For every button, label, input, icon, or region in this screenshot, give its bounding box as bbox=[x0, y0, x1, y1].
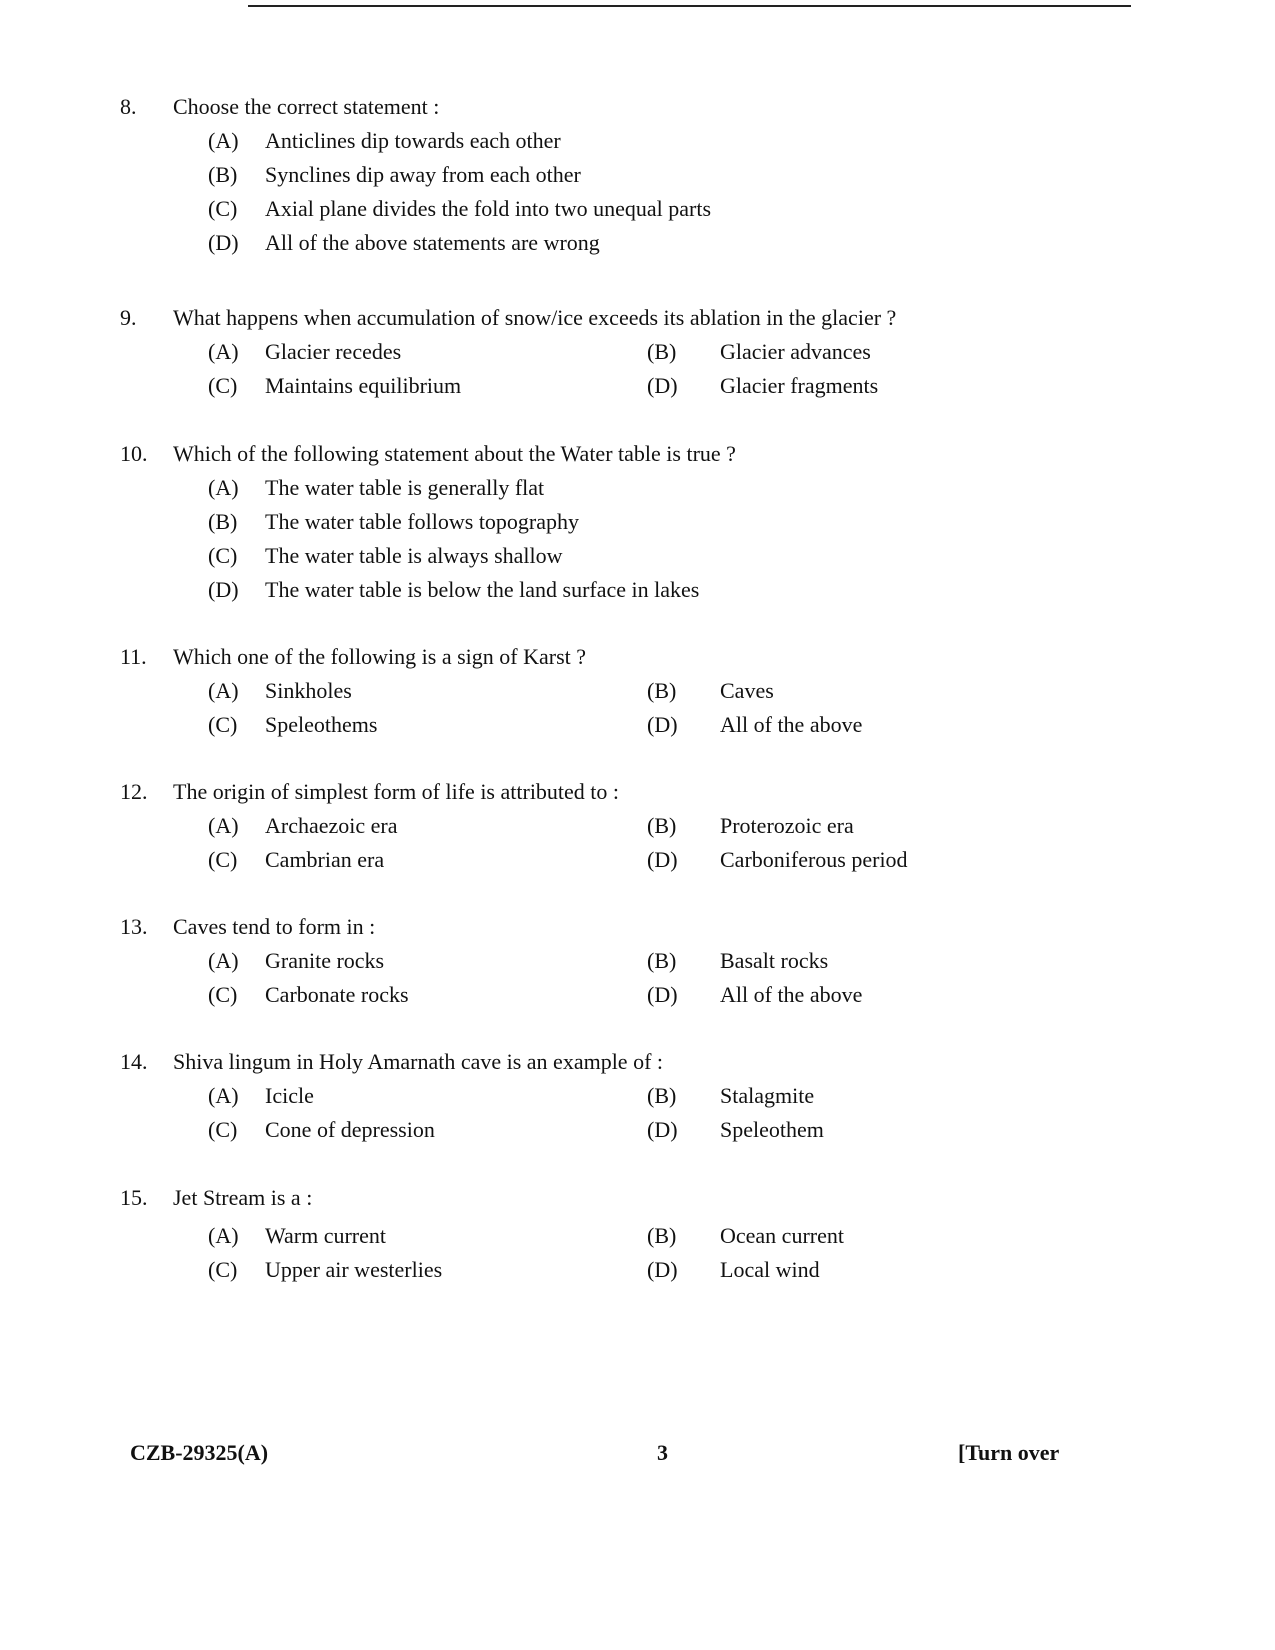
question-10: 10. Which of the following statement about the Water table is true ? (A) The water table is generally flat (B) The water table follows topography (C) The water table is always shallow (D) The water table is below the land surface in lakes bbox=[120, 437, 1180, 607]
turn-over-note: [Turn over bbox=[958, 1440, 1060, 1465]
question-number: 13. bbox=[120, 914, 148, 939]
question-number: 11. bbox=[120, 644, 147, 669]
page-number: 3 bbox=[657, 1440, 668, 1465]
question-15: 15. Jet Stream is a : (A) Warm current (B) Ocean current (C) Upper air westerlies (D) Local wind bbox=[120, 1181, 1180, 1289]
question-number: 15. bbox=[120, 1185, 148, 1210]
question-9: 9. What happens when accumulation of snow/ice exceeds its ablation in the glacier ? (A) Glacier recedes (B) Glacier advances (C) Maintains equilibrium (D) Glacier fragments bbox=[120, 301, 1180, 403]
question-text: Shiva lingum in Holy Amarnath cave is an example of : bbox=[173, 1049, 664, 1074]
top-rule bbox=[248, 5, 1131, 7]
question-text: Jet Stream is a : bbox=[173, 1185, 313, 1210]
question-13: 13. Caves tend to form in : (A) Granite rocks (B) Basalt rocks (C) Carbonate rocks (D) All of the above bbox=[120, 910, 1180, 1012]
question-number: 8. bbox=[120, 94, 137, 119]
question-number: 12. bbox=[120, 779, 148, 804]
question-14: 14. Shiva lingum in Holy Amarnath cave is an example of : (A) Icicle (B) Stalagmite (C) Cone of depression (D) Speleothem bbox=[120, 1045, 1180, 1147]
paper-code: CZB-29325(A) bbox=[130, 1440, 269, 1465]
question-number: 14. bbox=[120, 1049, 148, 1074]
question-number: 10. bbox=[120, 441, 148, 466]
question-text: Caves tend to form in : bbox=[173, 914, 376, 939]
question-text: What happens when accumulation of snow/ice exceeds its ablation in the glacier ? bbox=[173, 305, 897, 330]
question-11: 11. Which one of the following is a sign of Karst ? (A) Sinkholes (B) Caves (C) Speleothems (D) All of the above bbox=[120, 640, 1180, 742]
question-text: Choose the correct statement : bbox=[173, 94, 440, 119]
question-text: Which one of the following is a sign of Karst ? bbox=[173, 644, 587, 669]
question-8: 8. Choose the correct statement : (A) Anticlines dip towards each other (B) Synclines dip away from each other (C) Axial plane divides the fold into two unequal parts (D) All of the above statements are wrong bbox=[120, 90, 1180, 260]
question-12: 12. The origin of simplest form of life is attributed to : (A) Archaezoic era (B) Proterozoic era (C) Cambrian era (D) Carboniferous period bbox=[120, 775, 1180, 877]
question-number: 9. bbox=[120, 305, 137, 330]
question-text: Which of the following statement about the Water table is true ? bbox=[173, 441, 736, 466]
question-text: The origin of simplest form of life is attributed to : bbox=[173, 779, 620, 804]
